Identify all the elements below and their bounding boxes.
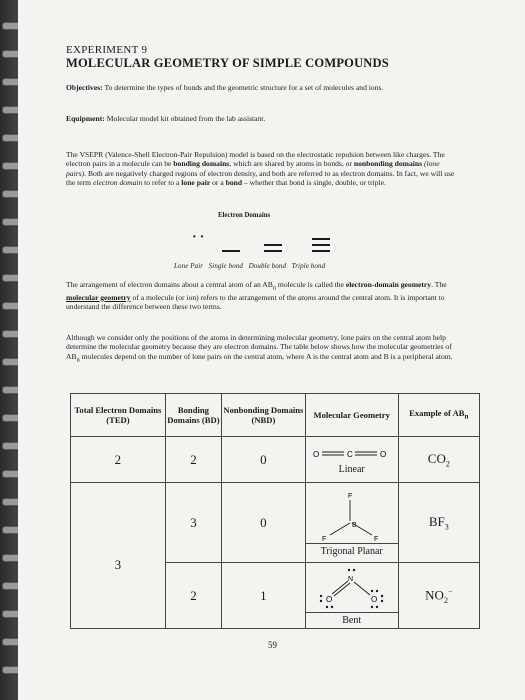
bonding-domains-term: bonding domains [173,159,230,169]
equipment-text: Molecular model kit obtained from the lab assistant. [106,114,266,123]
header-geometry: Molecular Geometry [305,394,398,437]
vsepr-text: . Both are negatively charged regions of electron density, and both are referred to as electron domains. In fact, we will use the term [66,168,455,187]
no2-structure [312,566,392,612]
cell-example [398,437,479,483]
molecular-geometry-table [70,393,480,629]
positions-paragraph [66,333,462,364]
vsepr-text: The VSEPR (Valence-Shell Electron-Pair Repulsion) model is based on the electrostatic repulsion between like charges. The electron pairs in a molecule can be [66,150,445,169]
table-row [71,437,480,483]
electron-domains-title: Electron Domains [218,212,271,219]
cell-geometry [305,437,398,483]
atom-label: O [370,594,377,604]
electron-domain-captions [174,262,325,270]
document-page [18,0,525,700]
subscript-n: n [76,356,80,364]
nonbonding-domains-term: nonbonding domains [353,159,423,169]
example-subscript: 2 [443,595,448,605]
atom-label: F [347,492,352,500]
electron-domain-geometry-term: electron-domain geometry [345,280,432,289]
arrangement-text: of a molecule (or ion) refers to the arrangement of the [130,292,299,302]
caption-single-bond: Single bond [208,262,244,270]
table-row [71,483,480,563]
objectives-text: To determine the types of bonds and the geometric structure for a set of molecules and ions. [104,83,384,92]
cell-geometry [305,563,398,629]
atom-label: O [312,450,319,459]
subscript-n: n [272,284,277,292]
cell-example [398,483,479,563]
cell-ted: 2 [71,437,166,483]
atom-label: C [346,450,353,459]
lone-pairs-term: (lone pairs) [66,159,440,178]
experiment-title: MOLECULAR GEOMETRY OF SIMPLE COMPOUNDS [66,56,389,70]
atom-label: O [325,594,332,604]
caption-lone-pair: Lone Pair [174,262,204,270]
example-subscript: 2 [445,459,450,469]
arrangement-text: molecule is called the [276,280,346,289]
header-example [398,394,479,437]
example-formula: CO [427,450,446,466]
arrangement-text: around the central atom. It is important to understand the difference between these two terms. [66,292,445,312]
page-number: 59 [268,640,277,650]
header-example-text: Example of AB [409,408,465,419]
atom-label: N [347,575,353,583]
caption-triple-bond: Triple bond [291,262,326,270]
example-subscript: 3 [444,522,449,532]
atom-label: O [379,450,386,459]
cell-nbd: 1 [222,563,306,629]
co2-structure [307,446,397,462]
vsepr-text: , which are shared by atoms in bonds, or [229,159,354,169]
atom-label: F [321,535,326,543]
molecular-geometry-term: molecular geometry [66,292,131,302]
vsepr-paragraph [66,150,458,187]
equipment-section [66,114,466,123]
arrangement-paragraph [66,280,462,311]
cell-geometry [305,483,398,563]
header-bd: Bonding Domains (BD) [165,394,221,437]
cell-nbd: 0 [222,483,306,563]
objectives-section [66,83,466,92]
subscript-n: n [464,412,469,421]
electron-domain-term: electron domain [93,177,143,187]
cell-nbd: 0 [222,437,306,483]
example-charge: − [447,586,453,596]
arrangement-text: The arrangement of electron domains about a central atom of an AB [66,280,273,289]
bond-term: bond [225,177,243,187]
lone-pair-term: lone pair [181,177,211,187]
geometry-label: Linear [338,464,365,475]
geometry-label: Bent [306,612,398,626]
vsepr-text: to refer to a [142,177,182,187]
cell-example [398,563,479,629]
positions-text: molecules depend on the number of lone pairs on the central atom, where A is the central atom and B is a peripheral atom. [79,351,453,361]
cell-ted: 3 [71,483,166,629]
atoms-term: atoms [298,292,317,302]
vsepr-text: – whether that bond is single, double, or triple. [242,177,386,187]
example-formula: BF [428,513,445,529]
positions-text: Although we consider only the positions of the atoms in determining molecular geometry, lone pairs on the central atom help determine the molecular geometry because they are electron domains. The table below shows how the molecular geometries of AB [66,333,452,361]
equipment-label: Equipment: [66,114,105,123]
lone-pair-symbol: ·· [192,230,208,245]
atom-label: B [351,521,357,529]
geometry-label: Trigonal Planar [306,543,398,557]
bf3-structure [312,489,392,543]
table-header-row [71,394,480,437]
cell-bd: 3 [165,483,221,563]
cell-bd: 2 [165,437,221,483]
arrangement-text: . The [431,280,447,289]
header-ted: Total Electron Domains (TED) [71,394,166,437]
bond-symbols [218,232,358,258]
experiment-number: EXPERIMENT 9 [66,44,148,56]
caption-double-bond: Double bond [248,262,287,270]
header-nbd: Nonbonding Domains (NBD) [222,394,306,437]
cell-bd: 2 [165,563,221,629]
example-formula: NO [425,586,444,602]
vsepr-text: or a [210,177,226,187]
atom-label: F [373,535,378,543]
objectives-label: Objectives: [66,83,103,92]
